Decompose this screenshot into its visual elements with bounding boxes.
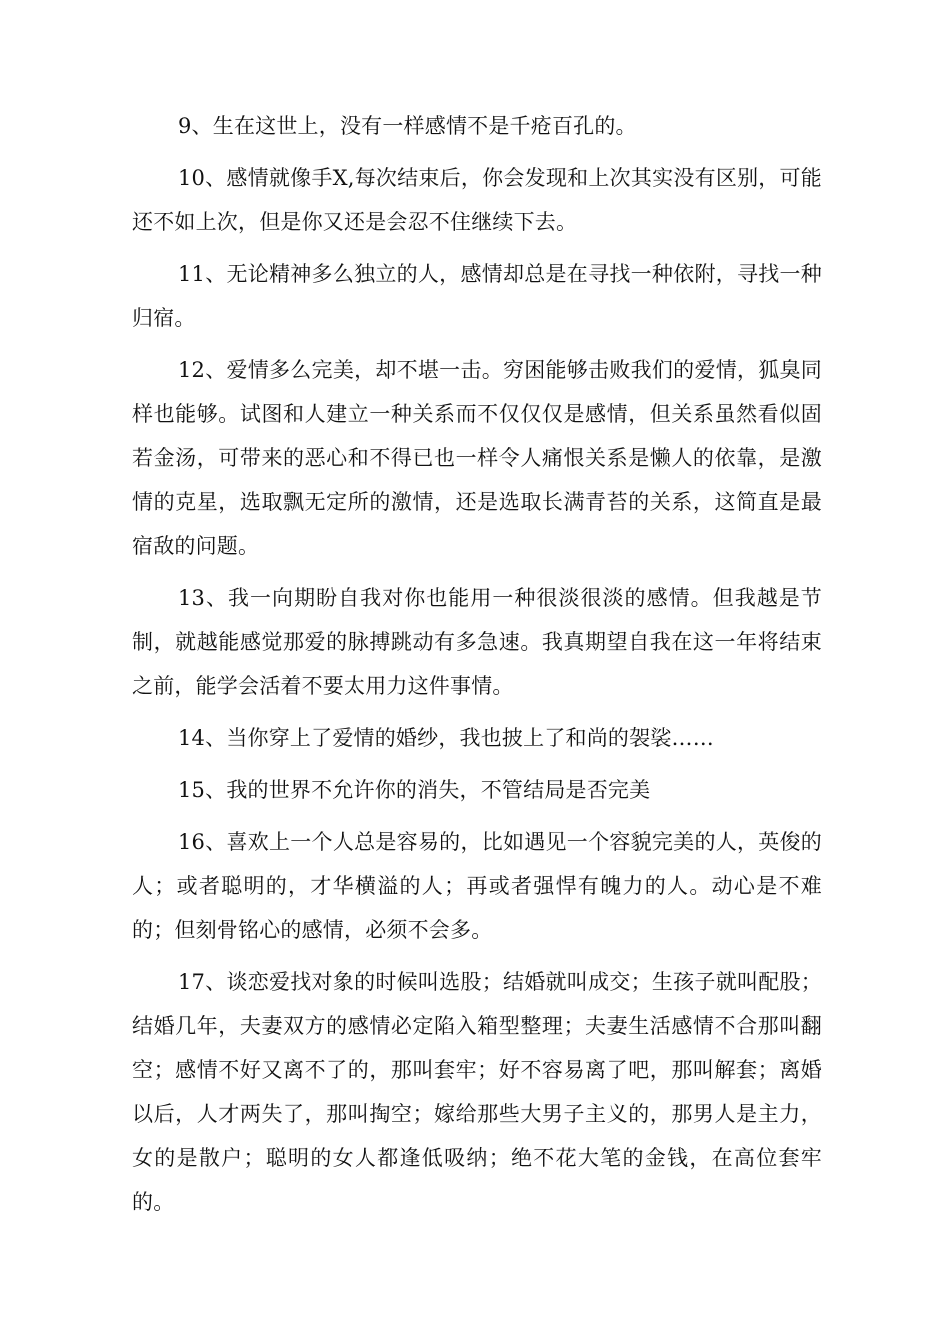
paragraph-13: 13、我一向期盼自我对你也能用一种很淡很淡的感情。但我越是节制，就越能感觉那爱的脉搏跳动有多急速。我真期望自我在这一年将结束之前，能学会活着不要太用力这件事情。 [132,586,822,698]
paragraph-14: 14、当你穿上了爱情的婚纱，我也披上了和尚的袈裟…… [178,726,714,750]
paragraph-12: 12、爱情多么完美，却不堪一击。穷困能够击败我们的爱情，狐臭同样也能够。试图和人建立一种关系而不仅仅仅是感情，但关系虽然看似固若金汤，可带来的恶心和不得已也一样令人痛恨关系是懒人的依靠，是激情的克星，选取飘无定所的激情，还是选取长满青苔的关系，这简直是最宿敌的问题。 [132,358,822,558]
paragraph-10: 10、感情就像手X,每次结束后，你会发现和上次其实没有区别，可能还不如上次，但是你又还是会忍不住继续下去。 [132,166,822,234]
document-body [132,104,822,1232]
paragraph-15: 15、我的世界不允许你的消失，不管结局是否完美 [178,778,651,802]
paragraph-17: 17、谈恋爱找对象的时候叫选股；结婚就叫成交；生孩子就叫配股；结婚几年，夫妻双方的感情必定陷入箱型整理；夫妻生活感情不合那叫翻空；感情不好又离不了的，那叫套牢；好不容易离了吧，那叫解套；离婚以后，人才两失了，那叫掏空；嫁给那些大男子主义的，那男人是主力，女的是散户；聪明的女人都逢低吸纳；绝不花大笔的金钱，在高位套牢的。 [132,970,822,1214]
paragraph-11: 11、无论精神多么独立的人，感情却总是在寻找一种依附，寻找一种归宿。 [132,262,822,330]
paragraph-9: 9、生在这世上，没有一样感情不是千疮百孔的。 [178,114,637,138]
paragraph-16: 16、喜欢上一个人总是容易的，比如遇见一个容貌完美的人，英俊的人；或者聪明的，才华横溢的人；再或者强悍有魄力的人。动心是不难的；但刻骨铭心的感情，必须不会多。 [132,830,822,942]
